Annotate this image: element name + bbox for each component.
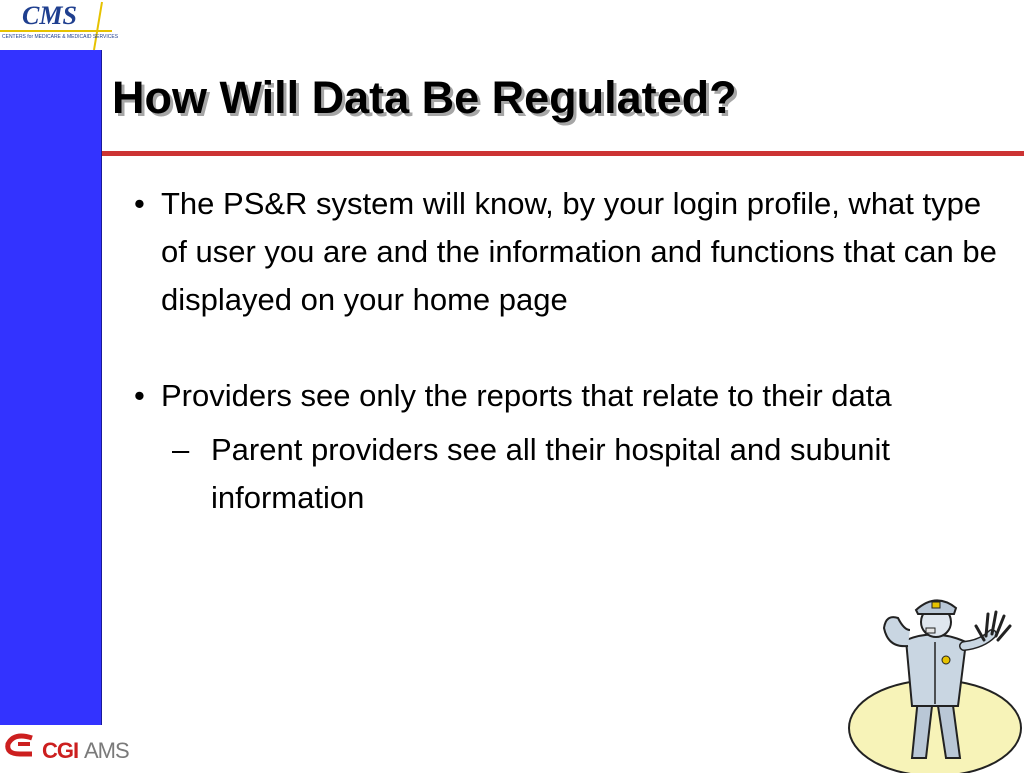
cgi-text: CGI <box>42 738 79 763</box>
ams-text: AMS <box>84 738 129 763</box>
cgi-ams-logo <box>4 730 134 766</box>
sub-bullet-text: Parent providers see all their hospital and subunit information <box>211 432 890 515</box>
title-divider <box>102 151 1024 156</box>
bullet-item <box>130 372 1010 420</box>
left-side-bar <box>0 50 102 725</box>
cms-tagline: CENTERS for MEDICARE & MEDICAID SERVICES <box>2 34 119 40</box>
cms-logo <box>0 0 119 52</box>
bullet-item <box>130 180 1010 324</box>
slide-body <box>130 180 1010 522</box>
cgi-swirl-icon <box>4 732 38 762</box>
bullet-marker: • <box>134 378 145 413</box>
bullet-text: Providers see only the reports that relate to their data <box>161 378 892 413</box>
slide-title: How Will Data Be Regulated? <box>112 72 737 123</box>
bullet-marker: • <box>134 186 145 221</box>
sub-bullet-item <box>130 426 1010 522</box>
bullet-text: The PS&R system will know, by your login profile, what type of user you are and the information and functions that can be displayed on your home page <box>161 186 997 317</box>
cms-brand-text: CMS <box>22 1 77 30</box>
security-guard-icon <box>846 578 1024 768</box>
sub-bullet-marker: – <box>172 432 190 467</box>
